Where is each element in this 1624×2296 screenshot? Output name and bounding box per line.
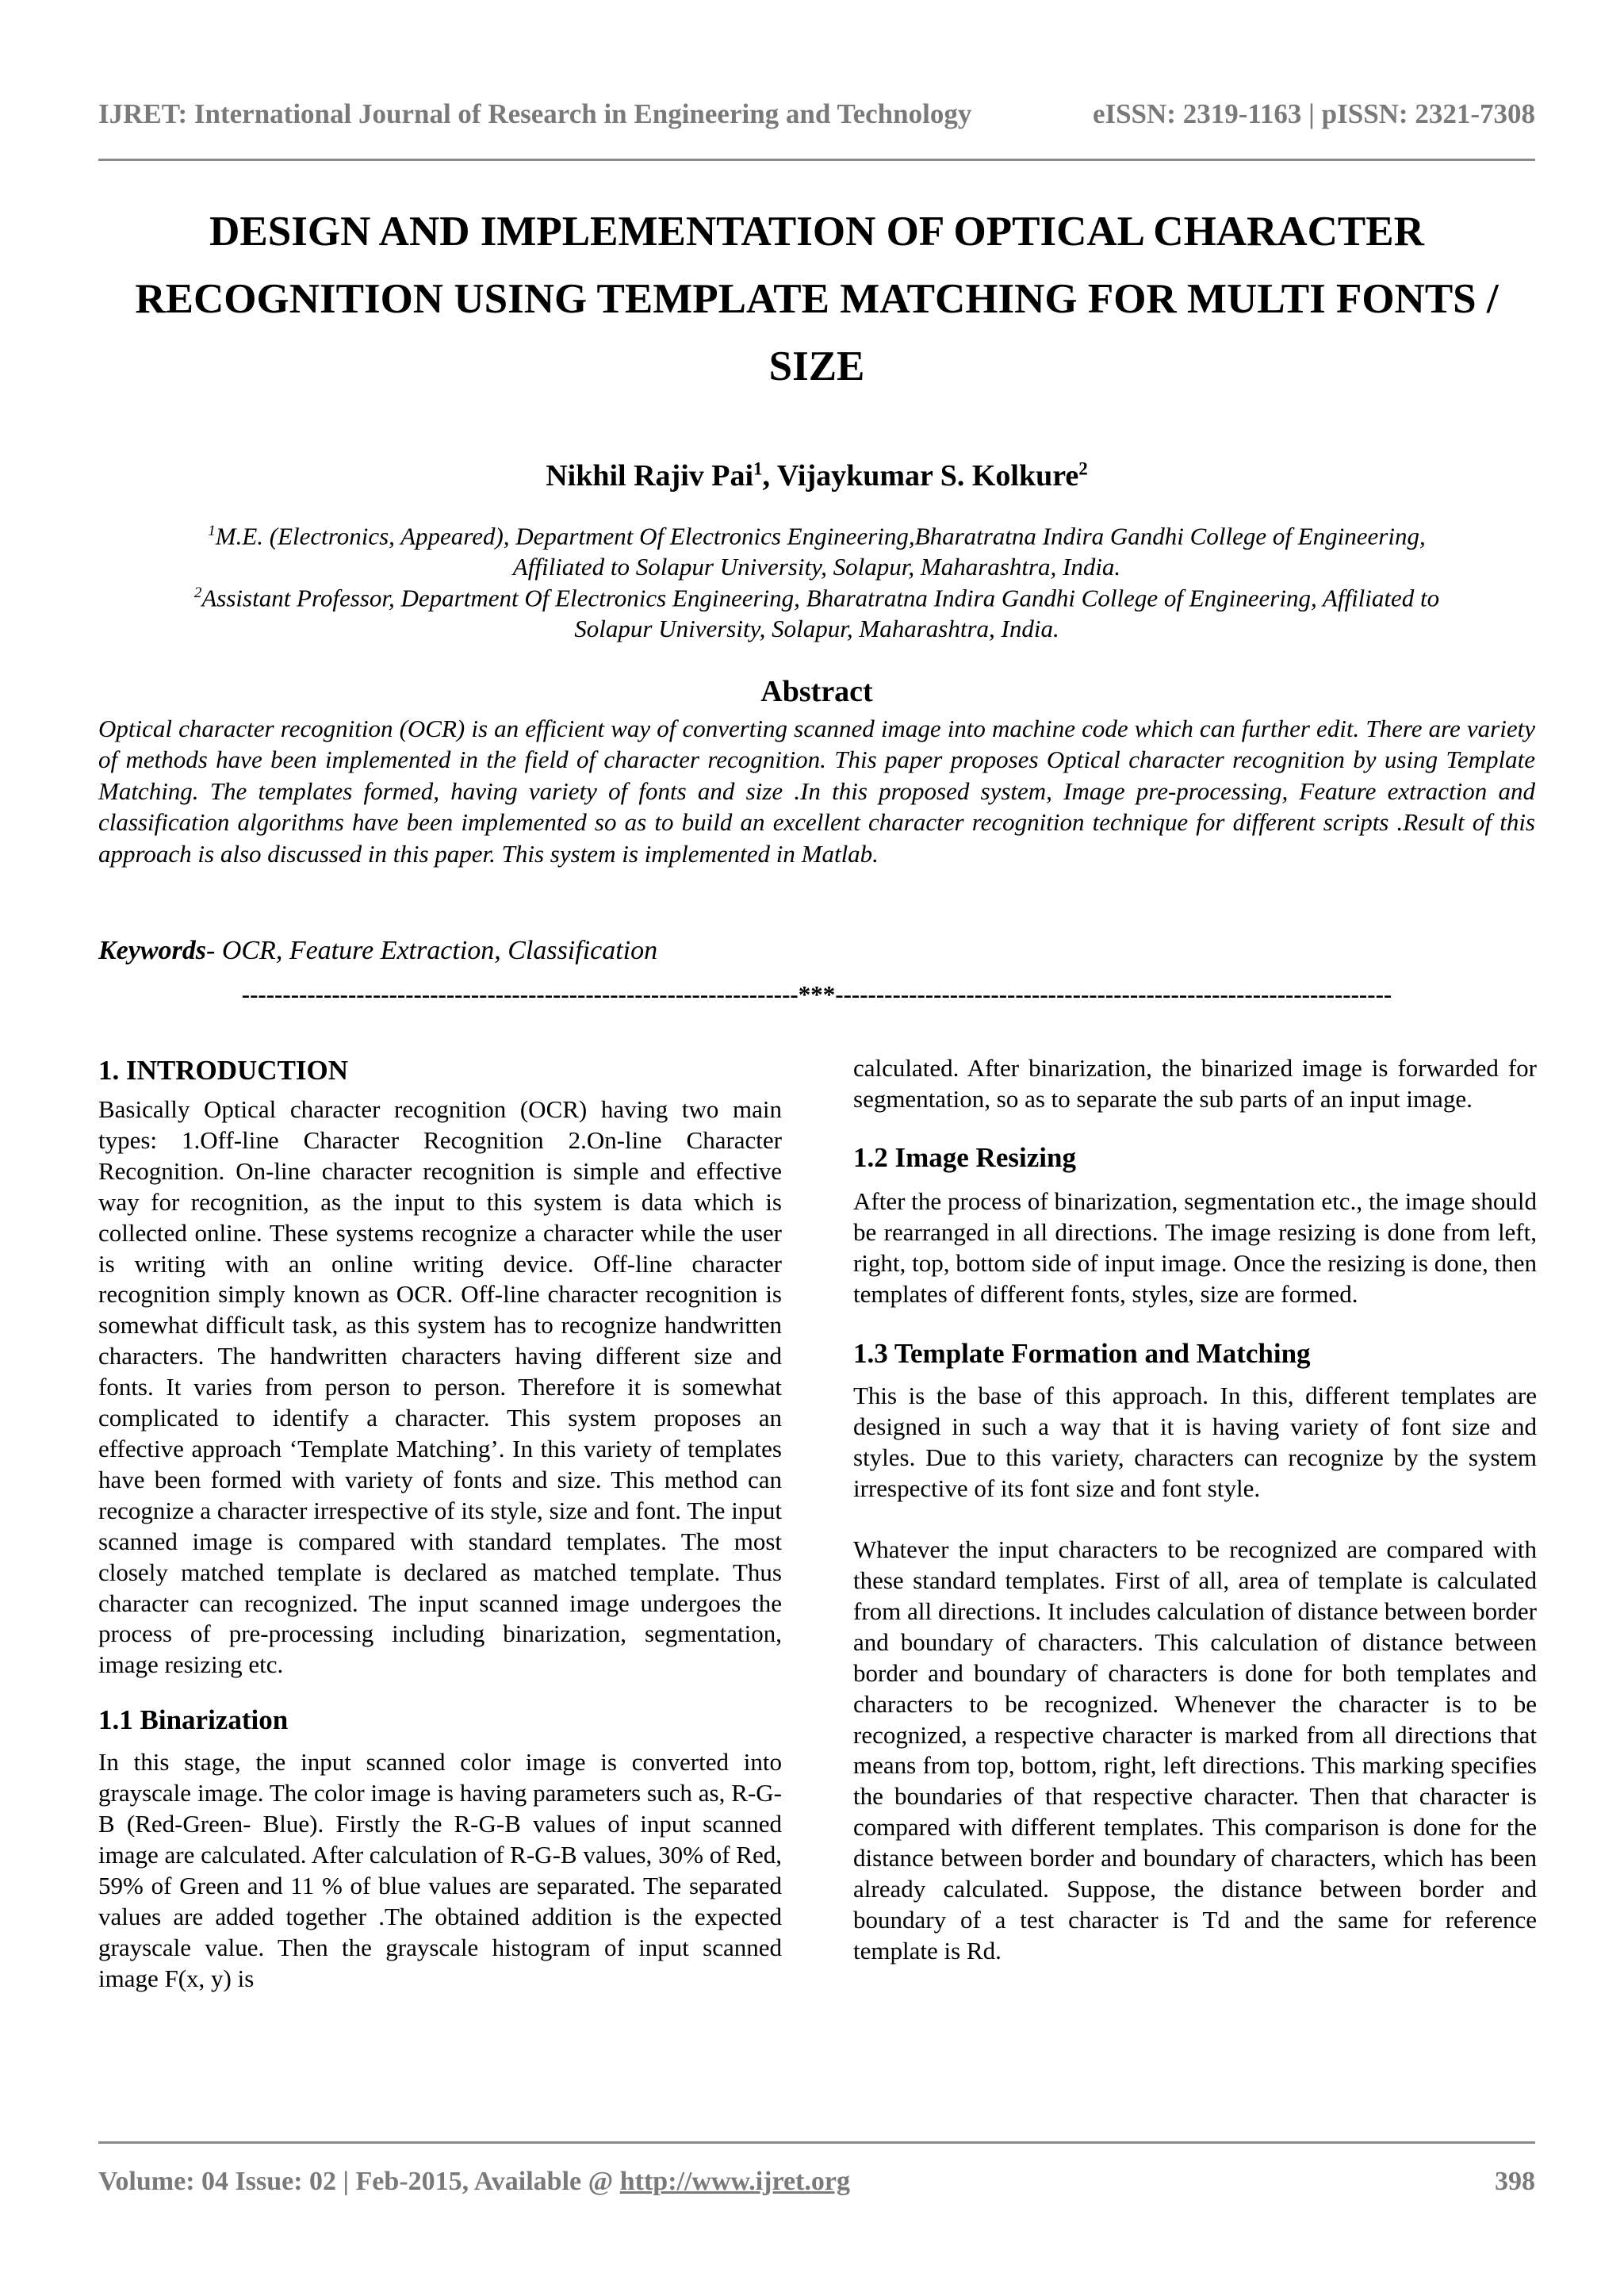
affiliation: [87, 577, 1546, 644]
author-separator: ,: [762, 459, 777, 493]
page-footer: [98, 2167, 1535, 2206]
header-divider: [98, 159, 1535, 161]
footer-divider: [98, 2141, 1535, 2144]
running-header: [98, 94, 1535, 141]
abstract-text: Optical character recognition (OCR) is an efficient way of converting scanned image into machine code which can further edit. There are variety of methods have been implemented in the field of character recognition. This paper proposes Optical character recognition by using Template Matching. The templates formed, having variety of fonts and size .In this proposed system, Image pre-processing, Feature extraction and classification algorithms have been implemented so as to build an excellent character recognition technique for different scripts .Result of this approach is also discussed in this paper. This system is implemented in Matlab.: [98, 715, 1535, 868]
volume-info: [98, 2167, 850, 2197]
left-column: [98, 1052, 782, 1994]
page-number: 398: [1495, 2167, 1535, 2196]
paragraph: This is the base of this approach. In this, different templates are designed in such a way that it is having variety of font size and styles. Due to this variety, characters can recognize by the system irrespective of its font size and font style.: [853, 1382, 1537, 1503]
affiliation: [87, 516, 1546, 582]
paragraph: Whatever the input characters to be recognized are compared with these standard templates. First of all, area of template is calculated from all directions. It includes calculation of distance between border and boundary of characters. This calculation of distance between border and boundary of characters is done for both templates and characters to be recognized. Whenever the character is to be recognized, a respective character is marked from all directions that means from top, bottom, right, left directions. This marking specifies the boundaries of that respective character. Then that character is compared with different templates. This comparison is done for the distance between border and boundary of characters, which has been already calculated. Suppose, the distance between border and boundary of a test character is Td and the same for reference template is Rd.: [853, 1535, 1537, 1964]
paper-title: [87, 198, 1546, 401]
keywords-text: - OCR, Feature Extraction, Classification: [206, 936, 658, 965]
section-heading: 1.2 Image Resizing: [853, 1141, 1076, 1173]
section-heading: 1. INTRODUCTION: [98, 1055, 349, 1086]
volume-text: Volume: 04 Issue: 02 | Feb-2015, Available @: [98, 2167, 620, 2196]
paragraph: In this stage, the input scanned color image is converted into grayscale image. The color image is having parameters such as, R-G-B (Red-Green- Blue). Firstly the R-G-B values of input scanned image are calculated. After calculation of R-G-B values, 30% of Red, 59% of Green and 11 % of blue values are separated. The separated values are added together .The obtained addition is the expected grayscale value. Then the grayscale histogram of input scanned image F(x, y) is: [98, 1748, 782, 1992]
author-affiliation-mark: 2: [1078, 458, 1088, 479]
keywords-label: Keywords: [98, 936, 206, 965]
author-affiliation-mark: 1: [753, 458, 763, 479]
affiliation-text: Affiliated to Solapur University, Solapur, Maharashtra, India.: [512, 553, 1121, 581]
section-separator: --------------------------------------------------------------------***--------------------------------------------------------------------: [241, 980, 1392, 1008]
paragraph: calculated. After binarization, the binarized image is forwarded for segmentation, so as to separate the sub parts of an input image.: [853, 1054, 1537, 1113]
title-line: SIZE: [768, 343, 865, 389]
section-heading: 1.1 Binarization: [98, 1704, 289, 1736]
journal-name: IJRET: International Journal of Research in Engineering and Technology: [98, 98, 972, 129]
title-line: DESIGN AND IMPLEMENTATION OF OPTICAL CHARACTER: [209, 209, 1424, 255]
keywords-line: [98, 936, 1535, 966]
affiliation-mark: 2: [193, 585, 202, 601]
author-name: Nikhil Rajiv Pai: [546, 459, 754, 493]
abstract-heading: Abstract: [760, 675, 873, 708]
author-name: Vijaykumar S. Kolkure: [776, 459, 1079, 493]
affiliation-text: Solapur University, Solapur, Maharashtra, India.: [574, 615, 1059, 643]
affiliation-mark: 1: [208, 523, 216, 539]
paragraph: Basically Optical character recognition (OCR) having two main types: 1.Off-line Character Recognition 2.On-line Character Recognition. On-line character recognition is simple and effective way for recognition, as the input to this system is data which is collected online. These systems recognize a character while the user is writing with an online writing device. Off-line character recognition simply known as OCR. Off-line character recognition is somewhat difficult task, as this system has to recognize handwritten characters. The handwritten characters having different size and fonts. It varies from person to person. Therefore it is somewhat complicated to identify a character. This system proposes an effective approach ‘Template Matching’. In this variety of templates have been formed with variety of fonts and size. This method can recognize a character irrespective of its style, size and font. The input scanned image is compared with standard templates. The most closely matched template is declared as matched template. Thus character can recognized. The input scanned image undergoes the process of pre-processing including binarization, segmentation, image resizing etc.: [98, 1095, 782, 1679]
section-heading: 1.3 Template Formation and Matching: [853, 1338, 1311, 1370]
affiliation-text: Assistant Professor, Department Of Electronics Engineering, Bharatratna Indira Gandhi College of Engineering, Affiliated to: [201, 584, 1440, 612]
title-line: RECOGNITION USING TEMPLATE MATCHING FOR MULTI FONTS /: [135, 276, 1499, 322]
affiliation-text: M.E. (Electronics, Appeared), Department Of Electronics Engineering,Bharatratna Indira Gandhi College of Engineering,: [215, 522, 1426, 550]
right-column: [853, 1053, 1537, 1967]
issn-info: eISSN: 2319-1163 | pISSN: 2321-7308: [1092, 98, 1535, 129]
paragraph: After the process of binarization, segmentation etc., the image should be rearranged in all directions. The image resizing is done from left, right, top, bottom side of input image. Once the resizing is done, then templates of different fonts, styles, size are formed.: [853, 1186, 1537, 1308]
journal-link[interactable]: http://www.ijret.org: [619, 2167, 850, 2196]
author-list: [98, 458, 1535, 493]
